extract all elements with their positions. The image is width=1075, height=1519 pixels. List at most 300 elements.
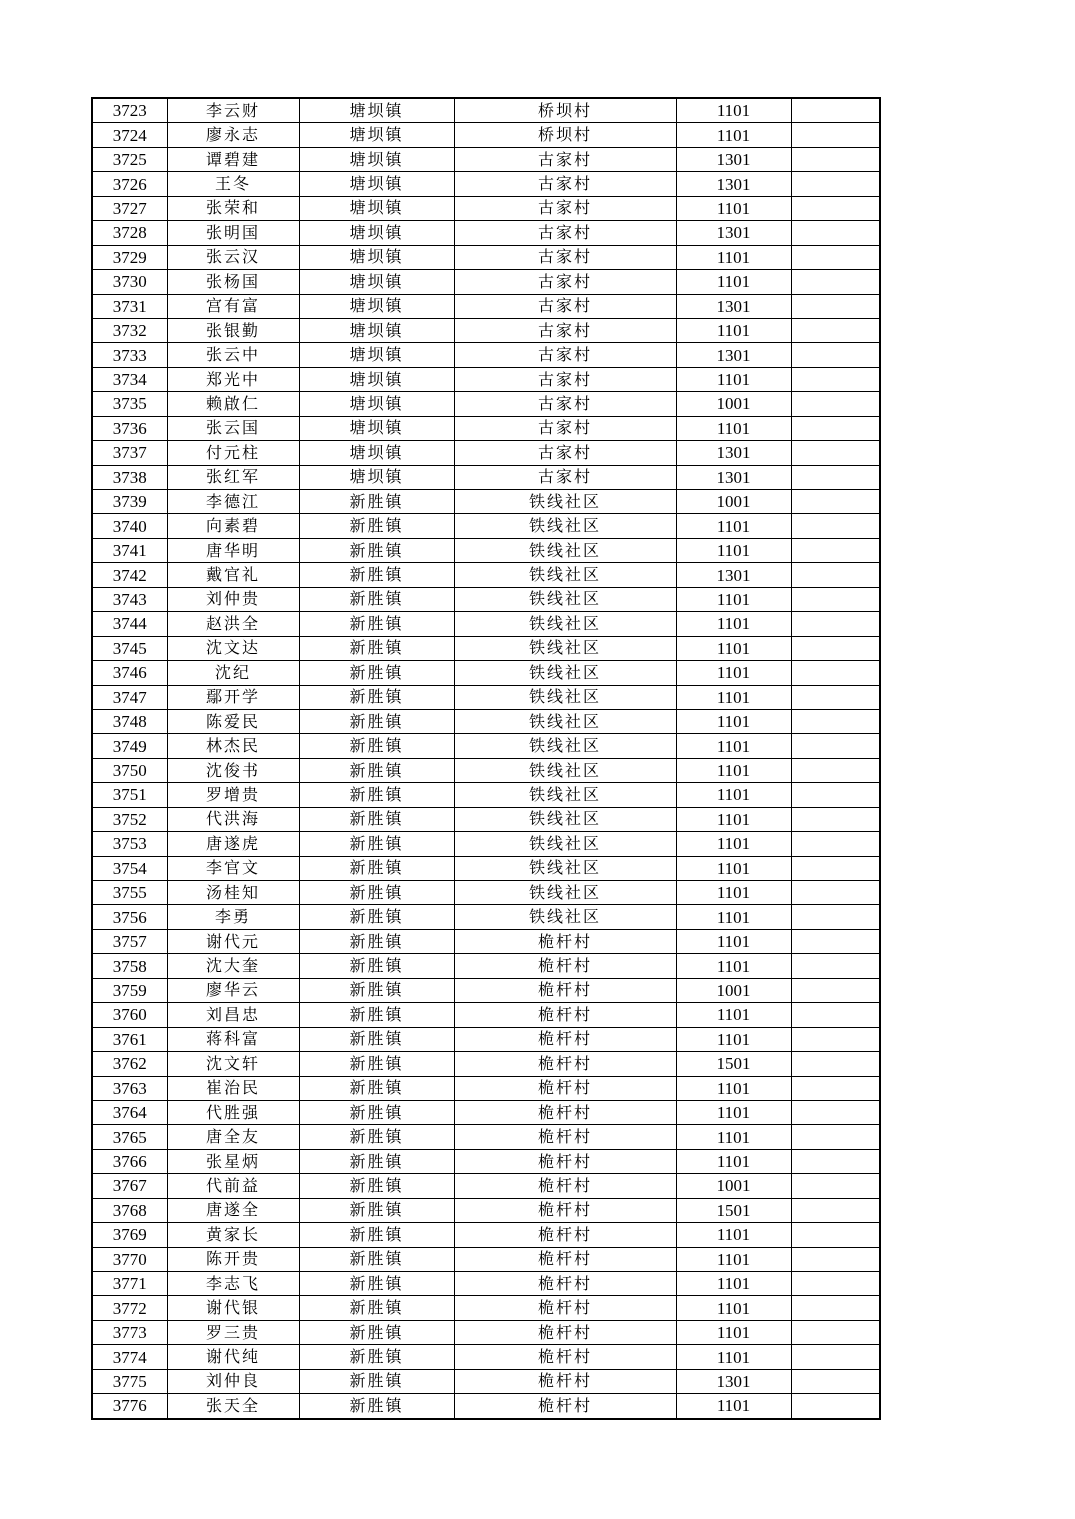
village-name: 桥坝村 xyxy=(454,98,676,123)
town-name: 新胜镇 xyxy=(299,1125,454,1149)
town-name: 新胜镇 xyxy=(299,1174,454,1198)
note-cell xyxy=(791,783,880,807)
town-name: 新胜镇 xyxy=(299,905,454,929)
category-code: 1101 xyxy=(676,881,791,905)
table-row xyxy=(92,734,880,758)
town-name: 塘坝镇 xyxy=(299,343,454,367)
row-number: 3775 xyxy=(92,1369,167,1393)
table-row xyxy=(92,1125,880,1149)
town-name: 塘坝镇 xyxy=(299,172,454,196)
village-name: 古家村 xyxy=(454,465,676,489)
category-code: 1101 xyxy=(676,270,791,294)
town-name: 新胜镇 xyxy=(299,783,454,807)
category-code: 1101 xyxy=(676,1149,791,1173)
town-name: 塘坝镇 xyxy=(299,318,454,342)
town-name: 新胜镇 xyxy=(299,978,454,1002)
town-name: 新胜镇 xyxy=(299,587,454,611)
note-cell xyxy=(791,1198,880,1222)
row-number: 3765 xyxy=(92,1125,167,1149)
row-number: 3737 xyxy=(92,441,167,465)
village-name: 桅杆村 xyxy=(454,1174,676,1198)
person-name: 李官文 xyxy=(167,856,299,880)
category-code: 1301 xyxy=(676,563,791,587)
table-row xyxy=(92,1247,880,1271)
row-number: 3768 xyxy=(92,1198,167,1222)
table-row xyxy=(92,465,880,489)
table-row xyxy=(92,1394,880,1419)
town-name: 新胜镇 xyxy=(299,636,454,660)
roster-table xyxy=(91,97,881,1420)
person-name: 刘昌忠 xyxy=(167,1003,299,1027)
table-row xyxy=(92,807,880,831)
village-name: 铁线社区 xyxy=(454,685,676,709)
town-name: 塘坝镇 xyxy=(299,294,454,318)
row-number: 3776 xyxy=(92,1394,167,1419)
category-code: 1101 xyxy=(676,196,791,220)
table-row xyxy=(92,1076,880,1100)
table-row xyxy=(92,783,880,807)
row-number: 3762 xyxy=(92,1052,167,1076)
village-name: 桅杆村 xyxy=(454,1003,676,1027)
village-name: 桅杆村 xyxy=(454,1223,676,1247)
note-cell xyxy=(791,123,880,147)
person-name: 谭碧建 xyxy=(167,147,299,171)
category-code: 1101 xyxy=(676,709,791,733)
note-cell xyxy=(791,685,880,709)
town-name: 新胜镇 xyxy=(299,709,454,733)
category-code: 1101 xyxy=(676,905,791,929)
table-row xyxy=(92,905,880,929)
category-code: 1001 xyxy=(676,392,791,416)
category-code: 1101 xyxy=(676,612,791,636)
table-row xyxy=(92,832,880,856)
note-cell xyxy=(791,1223,880,1247)
category-code: 1101 xyxy=(676,1296,791,1320)
row-number: 3757 xyxy=(92,929,167,953)
row-number: 3760 xyxy=(92,1003,167,1027)
person-name: 崔治民 xyxy=(167,1076,299,1100)
row-number: 3732 xyxy=(92,318,167,342)
village-name: 古家村 xyxy=(454,221,676,245)
town-name: 塘坝镇 xyxy=(299,465,454,489)
table-row xyxy=(92,1369,880,1393)
person-name: 唐遂虎 xyxy=(167,832,299,856)
person-name: 张明国 xyxy=(167,221,299,245)
town-name: 新胜镇 xyxy=(299,1394,454,1419)
town-name: 新胜镇 xyxy=(299,929,454,953)
village-name: 桅杆村 xyxy=(454,1198,676,1222)
person-name: 谢代元 xyxy=(167,929,299,953)
row-number: 3753 xyxy=(92,832,167,856)
village-name: 古家村 xyxy=(454,172,676,196)
town-name: 新胜镇 xyxy=(299,612,454,636)
category-code: 1101 xyxy=(676,1076,791,1100)
village-name: 古家村 xyxy=(454,392,676,416)
person-name: 罗三贵 xyxy=(167,1320,299,1344)
table-row xyxy=(92,1345,880,1369)
village-name: 桅杆村 xyxy=(454,1100,676,1124)
category-code: 1101 xyxy=(676,734,791,758)
note-cell xyxy=(791,196,880,220)
category-code: 1001 xyxy=(676,490,791,514)
note-cell xyxy=(791,147,880,171)
row-number: 3744 xyxy=(92,612,167,636)
note-cell xyxy=(791,734,880,758)
row-number: 3728 xyxy=(92,221,167,245)
table-row xyxy=(92,1320,880,1344)
person-name: 刘仲良 xyxy=(167,1369,299,1393)
person-name: 向素碧 xyxy=(167,514,299,538)
person-name: 陈开贵 xyxy=(167,1247,299,1271)
table-row xyxy=(92,709,880,733)
person-name: 沈文轩 xyxy=(167,1052,299,1076)
note-cell xyxy=(791,1369,880,1393)
category-code: 1301 xyxy=(676,147,791,171)
category-code: 1101 xyxy=(676,587,791,611)
table-row xyxy=(92,587,880,611)
note-cell xyxy=(791,514,880,538)
person-name: 陈爱民 xyxy=(167,709,299,733)
person-name: 黄家长 xyxy=(167,1223,299,1247)
village-name: 桅杆村 xyxy=(454,1027,676,1051)
row-number: 3747 xyxy=(92,685,167,709)
person-name: 赵洪全 xyxy=(167,612,299,636)
note-cell xyxy=(791,587,880,611)
village-name: 铁线社区 xyxy=(454,758,676,782)
note-cell xyxy=(791,270,880,294)
table-row xyxy=(92,318,880,342)
note-cell xyxy=(791,172,880,196)
category-code: 1101 xyxy=(676,807,791,831)
person-name: 张杨国 xyxy=(167,270,299,294)
note-cell xyxy=(791,367,880,391)
person-name: 代洪海 xyxy=(167,807,299,831)
row-number: 3772 xyxy=(92,1296,167,1320)
category-code: 1101 xyxy=(676,1320,791,1344)
note-cell xyxy=(791,929,880,953)
village-name: 铁线社区 xyxy=(454,514,676,538)
note-cell xyxy=(791,318,880,342)
village-name: 桅杆村 xyxy=(454,1272,676,1296)
note-cell xyxy=(791,490,880,514)
person-name: 张云中 xyxy=(167,343,299,367)
person-name: 唐全友 xyxy=(167,1125,299,1149)
note-cell xyxy=(791,1052,880,1076)
category-code: 1101 xyxy=(676,1345,791,1369)
note-cell xyxy=(791,98,880,123)
row-number: 3745 xyxy=(92,636,167,660)
category-code: 1001 xyxy=(676,978,791,1002)
table-row xyxy=(92,1272,880,1296)
category-code: 1101 xyxy=(676,783,791,807)
row-number: 3771 xyxy=(92,1272,167,1296)
town-name: 新胜镇 xyxy=(299,954,454,978)
row-number: 3740 xyxy=(92,514,167,538)
row-number: 3746 xyxy=(92,661,167,685)
village-name: 桅杆村 xyxy=(454,1149,676,1173)
town-name: 新胜镇 xyxy=(299,514,454,538)
note-cell xyxy=(791,392,880,416)
person-name: 唐遂全 xyxy=(167,1198,299,1222)
village-name: 铁线社区 xyxy=(454,807,676,831)
village-name: 铁线社区 xyxy=(454,661,676,685)
town-name: 塘坝镇 xyxy=(299,416,454,440)
village-name: 铁线社区 xyxy=(454,709,676,733)
row-number: 3761 xyxy=(92,1027,167,1051)
table-row xyxy=(92,196,880,220)
person-name: 代胜强 xyxy=(167,1100,299,1124)
row-number: 3759 xyxy=(92,978,167,1002)
note-cell xyxy=(791,1296,880,1320)
person-name: 郑光中 xyxy=(167,367,299,391)
town-name: 新胜镇 xyxy=(299,1076,454,1100)
town-name: 塘坝镇 xyxy=(299,147,454,171)
village-name: 铁线社区 xyxy=(454,538,676,562)
table-row xyxy=(92,343,880,367)
village-name: 铁线社区 xyxy=(454,905,676,929)
note-cell xyxy=(791,758,880,782)
category-code: 1301 xyxy=(676,1369,791,1393)
village-name: 铁线社区 xyxy=(454,490,676,514)
table-row xyxy=(92,954,880,978)
row-number: 3769 xyxy=(92,1223,167,1247)
category-code: 1101 xyxy=(676,929,791,953)
category-code: 1101 xyxy=(676,123,791,147)
note-cell xyxy=(791,1076,880,1100)
village-name: 古家村 xyxy=(454,245,676,269)
row-number: 3750 xyxy=(92,758,167,782)
town-name: 塘坝镇 xyxy=(299,367,454,391)
note-cell xyxy=(791,1345,880,1369)
table-row xyxy=(92,245,880,269)
table-row xyxy=(92,685,880,709)
person-name: 廖永志 xyxy=(167,123,299,147)
village-name: 古家村 xyxy=(454,294,676,318)
village-name: 铁线社区 xyxy=(454,881,676,905)
town-name: 塘坝镇 xyxy=(299,196,454,220)
village-name: 铁线社区 xyxy=(454,832,676,856)
category-code: 1101 xyxy=(676,832,791,856)
village-name: 古家村 xyxy=(454,270,676,294)
category-code: 1101 xyxy=(676,636,791,660)
category-code: 1101 xyxy=(676,245,791,269)
note-cell xyxy=(791,563,880,587)
town-name: 新胜镇 xyxy=(299,1198,454,1222)
person-name: 张云汉 xyxy=(167,245,299,269)
person-name: 李云财 xyxy=(167,98,299,123)
village-name: 桅杆村 xyxy=(454,1296,676,1320)
person-name: 鄢开学 xyxy=(167,685,299,709)
village-name: 桅杆村 xyxy=(454,1345,676,1369)
table-row xyxy=(92,1223,880,1247)
note-cell xyxy=(791,1003,880,1027)
table-row xyxy=(92,1052,880,1076)
category-code: 1101 xyxy=(676,661,791,685)
village-name: 铁线社区 xyxy=(454,734,676,758)
note-cell xyxy=(791,612,880,636)
row-number: 3763 xyxy=(92,1076,167,1100)
person-name: 宫有富 xyxy=(167,294,299,318)
table-row xyxy=(92,221,880,245)
person-name: 林杰民 xyxy=(167,734,299,758)
row-number: 3724 xyxy=(92,123,167,147)
village-name: 桅杆村 xyxy=(454,954,676,978)
note-cell xyxy=(791,441,880,465)
town-name: 新胜镇 xyxy=(299,1272,454,1296)
note-cell xyxy=(791,1174,880,1198)
row-number: 3774 xyxy=(92,1345,167,1369)
row-number: 3754 xyxy=(92,856,167,880)
note-cell xyxy=(791,636,880,660)
town-name: 新胜镇 xyxy=(299,563,454,587)
note-cell xyxy=(791,1247,880,1271)
village-name: 铁线社区 xyxy=(454,783,676,807)
table-row xyxy=(92,758,880,782)
category-code: 1101 xyxy=(676,416,791,440)
table-row xyxy=(92,563,880,587)
person-name: 张星炳 xyxy=(167,1149,299,1173)
town-name: 新胜镇 xyxy=(299,685,454,709)
row-number: 3752 xyxy=(92,807,167,831)
category-code: 1301 xyxy=(676,294,791,318)
person-name: 张天全 xyxy=(167,1394,299,1419)
town-name: 新胜镇 xyxy=(299,490,454,514)
note-cell xyxy=(791,1125,880,1149)
person-name: 李志飞 xyxy=(167,1272,299,1296)
person-name: 李德江 xyxy=(167,490,299,514)
note-cell xyxy=(791,1320,880,1344)
table-row xyxy=(92,856,880,880)
note-cell xyxy=(791,538,880,562)
category-code: 1101 xyxy=(676,1100,791,1124)
row-number: 3743 xyxy=(92,587,167,611)
row-number: 3755 xyxy=(92,881,167,905)
category-code: 1101 xyxy=(676,1247,791,1271)
row-number: 3738 xyxy=(92,465,167,489)
village-name: 铁线社区 xyxy=(454,587,676,611)
table-row xyxy=(92,270,880,294)
row-number: 3727 xyxy=(92,196,167,220)
note-cell xyxy=(791,807,880,831)
note-cell xyxy=(791,221,880,245)
town-name: 新胜镇 xyxy=(299,1052,454,1076)
table-row xyxy=(92,1174,880,1198)
note-cell xyxy=(791,416,880,440)
town-name: 新胜镇 xyxy=(299,1027,454,1051)
person-name: 付元柱 xyxy=(167,441,299,465)
table-row xyxy=(92,1149,880,1173)
table-row xyxy=(92,490,880,514)
village-name: 铁线社区 xyxy=(454,636,676,660)
village-name: 桅杆村 xyxy=(454,1394,676,1419)
town-name: 新胜镇 xyxy=(299,1003,454,1027)
row-number: 3758 xyxy=(92,954,167,978)
town-name: 新胜镇 xyxy=(299,1223,454,1247)
category-code: 1101 xyxy=(676,367,791,391)
village-name: 铁线社区 xyxy=(454,856,676,880)
town-name: 新胜镇 xyxy=(299,1247,454,1271)
row-number: 3773 xyxy=(92,1320,167,1344)
category-code: 1101 xyxy=(676,954,791,978)
row-number: 3749 xyxy=(92,734,167,758)
row-number: 3764 xyxy=(92,1100,167,1124)
table-row xyxy=(92,1100,880,1124)
row-number: 3766 xyxy=(92,1149,167,1173)
category-code: 1301 xyxy=(676,343,791,367)
row-number: 3741 xyxy=(92,538,167,562)
town-name: 新胜镇 xyxy=(299,758,454,782)
category-code: 1101 xyxy=(676,514,791,538)
village-name: 桅杆村 xyxy=(454,1125,676,1149)
note-cell xyxy=(791,245,880,269)
town-name: 新胜镇 xyxy=(299,856,454,880)
category-code: 1301 xyxy=(676,465,791,489)
row-number: 3729 xyxy=(92,245,167,269)
category-code: 1501 xyxy=(676,1052,791,1076)
category-code: 1501 xyxy=(676,1198,791,1222)
person-name: 沈大奎 xyxy=(167,954,299,978)
village-name: 铁线社区 xyxy=(454,612,676,636)
category-code: 1101 xyxy=(676,318,791,342)
person-name: 张云国 xyxy=(167,416,299,440)
category-code: 1101 xyxy=(676,758,791,782)
person-name: 张荣和 xyxy=(167,196,299,220)
note-cell xyxy=(791,294,880,318)
note-cell xyxy=(791,978,880,1002)
village-name: 古家村 xyxy=(454,343,676,367)
person-name: 张红军 xyxy=(167,465,299,489)
note-cell xyxy=(791,1394,880,1419)
category-code: 1101 xyxy=(676,1003,791,1027)
town-name: 新胜镇 xyxy=(299,538,454,562)
town-name: 新胜镇 xyxy=(299,1296,454,1320)
row-number: 3756 xyxy=(92,905,167,929)
table-row xyxy=(92,98,880,123)
table-row xyxy=(92,514,880,538)
person-name: 唐华明 xyxy=(167,538,299,562)
note-cell xyxy=(791,465,880,489)
town-name: 新胜镇 xyxy=(299,1369,454,1393)
village-name: 古家村 xyxy=(454,367,676,391)
row-number: 3742 xyxy=(92,563,167,587)
person-name: 沈纪 xyxy=(167,661,299,685)
table-row xyxy=(92,123,880,147)
note-cell xyxy=(791,1027,880,1051)
table-row xyxy=(92,147,880,171)
person-name: 廖华云 xyxy=(167,978,299,1002)
category-code: 1101 xyxy=(676,1272,791,1296)
town-name: 新胜镇 xyxy=(299,1320,454,1344)
town-name: 新胜镇 xyxy=(299,832,454,856)
table-row xyxy=(92,294,880,318)
category-code: 1101 xyxy=(676,1027,791,1051)
person-name: 沈俊书 xyxy=(167,758,299,782)
person-name: 罗增贵 xyxy=(167,783,299,807)
person-name: 戴官礼 xyxy=(167,563,299,587)
town-name: 塘坝镇 xyxy=(299,441,454,465)
town-name: 新胜镇 xyxy=(299,807,454,831)
town-name: 塘坝镇 xyxy=(299,221,454,245)
note-cell xyxy=(791,709,880,733)
village-name: 桅杆村 xyxy=(454,1076,676,1100)
town-name: 塘坝镇 xyxy=(299,98,454,123)
row-number: 3725 xyxy=(92,147,167,171)
table-row xyxy=(92,1003,880,1027)
note-cell xyxy=(791,1272,880,1296)
note-cell xyxy=(791,856,880,880)
village-name: 古家村 xyxy=(454,441,676,465)
note-cell xyxy=(791,881,880,905)
